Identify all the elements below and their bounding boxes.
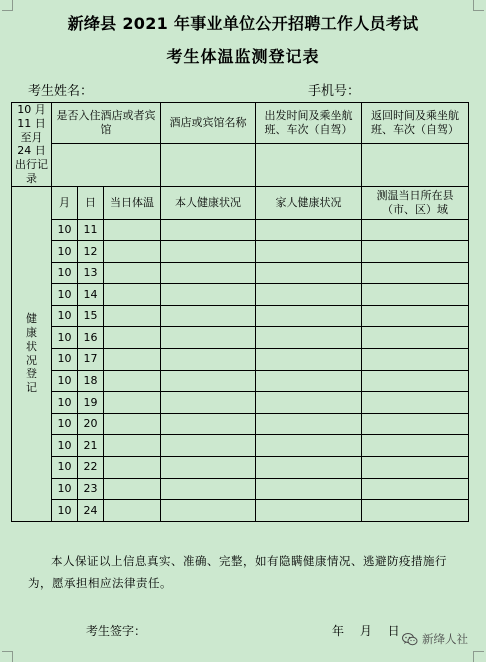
travel-input-row bbox=[12, 144, 469, 186]
family-health-cell[interactable] bbox=[256, 219, 362, 241]
family-health-cell[interactable] bbox=[256, 435, 362, 457]
temperature-cell[interactable] bbox=[104, 349, 161, 371]
day-cell: 18 bbox=[78, 370, 104, 392]
day-header: 日 bbox=[78, 186, 104, 219]
travel-record-label: 10 月 11 日至月 24 日出行记录 bbox=[12, 103, 52, 187]
departure-cell[interactable] bbox=[256, 144, 362, 186]
self-health-cell[interactable] bbox=[161, 349, 256, 371]
table-row bbox=[12, 392, 469, 414]
month-cell: 10 bbox=[52, 327, 78, 349]
temperature-cell[interactable] bbox=[104, 327, 161, 349]
side-label-char: 健 bbox=[26, 312, 37, 326]
table-row bbox=[12, 349, 469, 371]
table-row bbox=[12, 305, 469, 327]
crop-mark-bottom-left bbox=[2, 651, 13, 662]
departure-header: 出发时间及乘坐航班、车次（自驾） bbox=[256, 103, 362, 144]
pledge-statement: 本人保证以上信息真实、准确、完整，如有隐瞒健康情况、逃避防疫措施行为，愿承担相应法律责任。 bbox=[28, 554, 447, 590]
self-health-cell[interactable] bbox=[161, 370, 256, 392]
location-cell[interactable] bbox=[362, 413, 469, 435]
month-cell: 10 bbox=[52, 284, 78, 306]
location-cell[interactable] bbox=[362, 284, 469, 306]
signature-label: 考生签字： bbox=[86, 624, 147, 638]
table-row bbox=[12, 500, 469, 522]
hotel-name-header: 酒店或宾馆名称 bbox=[161, 103, 256, 144]
family-health-cell[interactable] bbox=[256, 349, 362, 371]
health-status-side-label bbox=[12, 186, 52, 521]
temperature-header: 当日体温 bbox=[104, 186, 161, 219]
location-cell[interactable] bbox=[362, 241, 469, 263]
self-health-cell[interactable] bbox=[161, 241, 256, 263]
side-label-char: 登 bbox=[26, 367, 37, 381]
side-label-char: 况 bbox=[26, 353, 37, 367]
family-health-cell[interactable] bbox=[256, 500, 362, 522]
self-health-cell[interactable] bbox=[161, 435, 256, 457]
crop-mark-top-right bbox=[473, 0, 484, 11]
temperature-cell[interactable] bbox=[104, 478, 161, 500]
month-cell: 10 bbox=[52, 262, 78, 284]
hotel-name-cell[interactable] bbox=[161, 144, 256, 186]
day-cell: 12 bbox=[78, 241, 104, 263]
location-cell[interactable] bbox=[362, 478, 469, 500]
name-field-label: 考生姓名： bbox=[28, 84, 94, 99]
family-health-cell[interactable] bbox=[256, 284, 362, 306]
month-cell: 10 bbox=[52, 457, 78, 479]
location-cell[interactable] bbox=[362, 305, 469, 327]
month-header: 月 bbox=[52, 186, 78, 219]
self-health-cell[interactable] bbox=[161, 392, 256, 414]
temperature-cell[interactable] bbox=[104, 370, 161, 392]
location-cell[interactable] bbox=[362, 349, 469, 371]
family-health-cell[interactable] bbox=[256, 478, 362, 500]
day-cell: 24 bbox=[78, 500, 104, 522]
temperature-cell[interactable] bbox=[104, 435, 161, 457]
crop-mark-bottom-right bbox=[473, 651, 484, 662]
self-health-cell[interactable] bbox=[161, 478, 256, 500]
table-row bbox=[12, 435, 469, 457]
self-health-cell[interactable] bbox=[161, 219, 256, 241]
form-title: 考生体温监测登记表 bbox=[166, 47, 320, 66]
location-header: 测温当日所在县（市、区）域 bbox=[362, 186, 469, 219]
day-cell: 16 bbox=[78, 327, 104, 349]
hotel-stay-header: 是否入住酒店或者宾馆 bbox=[52, 103, 161, 144]
day-cell: 15 bbox=[78, 305, 104, 327]
return-header: 返回时间及乘坐航班、车次（自驾） bbox=[362, 103, 469, 144]
temperature-cell[interactable] bbox=[104, 413, 161, 435]
location-cell[interactable] bbox=[362, 370, 469, 392]
self-health-cell[interactable] bbox=[161, 457, 256, 479]
month-cell: 10 bbox=[52, 500, 78, 522]
month-cell: 10 bbox=[52, 305, 78, 327]
table-row bbox=[12, 457, 469, 479]
registration-table bbox=[11, 102, 469, 522]
travel-header-row bbox=[12, 103, 469, 144]
day-cell: 11 bbox=[78, 219, 104, 241]
month-cell: 10 bbox=[52, 413, 78, 435]
table-row bbox=[12, 478, 469, 500]
table-row bbox=[12, 219, 469, 241]
self-health-cell[interactable] bbox=[161, 305, 256, 327]
day-cell: 19 bbox=[78, 392, 104, 414]
table-row bbox=[12, 327, 469, 349]
day-cell: 23 bbox=[78, 478, 104, 500]
location-cell[interactable] bbox=[362, 457, 469, 479]
temperature-cell[interactable] bbox=[104, 500, 161, 522]
location-cell[interactable] bbox=[362, 262, 469, 284]
phone-field-label: 手机号： bbox=[308, 84, 361, 99]
family-health-cell[interactable] bbox=[256, 392, 362, 414]
family-health-cell[interactable] bbox=[256, 413, 362, 435]
side-label-char: 记 bbox=[26, 381, 37, 395]
wechat-icon bbox=[402, 633, 418, 646]
family-health-header: 家人健康状况 bbox=[256, 186, 362, 219]
day-cell: 14 bbox=[78, 284, 104, 306]
table-row bbox=[12, 413, 469, 435]
month-cell: 10 bbox=[52, 392, 78, 414]
temperature-cell[interactable] bbox=[104, 392, 161, 414]
watermark-text: 新绛人社 bbox=[422, 632, 468, 646]
month-cell: 10 bbox=[52, 241, 78, 263]
month-cell: 10 bbox=[52, 370, 78, 392]
temperature-cell[interactable] bbox=[104, 219, 161, 241]
table-row bbox=[12, 284, 469, 306]
document-title: 新绛县 2021 年事业单位公开招聘工作人员考试 bbox=[67, 14, 419, 33]
health-header-row bbox=[12, 186, 469, 219]
day-cell: 21 bbox=[78, 435, 104, 457]
family-health-cell[interactable] bbox=[256, 241, 362, 263]
family-health-cell[interactable] bbox=[256, 262, 362, 284]
side-label-char: 状 bbox=[26, 339, 37, 353]
self-health-cell[interactable] bbox=[161, 284, 256, 306]
watermark bbox=[402, 631, 468, 647]
temperature-cell[interactable] bbox=[104, 305, 161, 327]
temperature-cell[interactable] bbox=[104, 457, 161, 479]
table-row bbox=[12, 262, 469, 284]
family-health-cell[interactable] bbox=[256, 457, 362, 479]
self-health-cell[interactable] bbox=[161, 413, 256, 435]
family-health-cell[interactable] bbox=[256, 327, 362, 349]
temperature-cell[interactable] bbox=[104, 284, 161, 306]
month-cell: 10 bbox=[52, 349, 78, 371]
return-cell[interactable] bbox=[362, 144, 469, 186]
month-cell: 10 bbox=[52, 435, 78, 457]
table-row bbox=[12, 241, 469, 263]
self-health-cell[interactable] bbox=[161, 262, 256, 284]
crop-mark-top-left bbox=[2, 0, 13, 11]
self-health-cell[interactable] bbox=[161, 500, 256, 522]
location-cell[interactable] bbox=[362, 435, 469, 457]
day-cell: 13 bbox=[78, 262, 104, 284]
table-row bbox=[12, 370, 469, 392]
temperature-cell[interactable] bbox=[104, 241, 161, 263]
day-cell: 22 bbox=[78, 457, 104, 479]
side-label-char: 康 bbox=[26, 326, 37, 340]
location-cell[interactable] bbox=[362, 392, 469, 414]
temperature-cell[interactable] bbox=[104, 262, 161, 284]
day-cell: 20 bbox=[78, 413, 104, 435]
month-cell: 10 bbox=[52, 478, 78, 500]
location-cell[interactable] bbox=[362, 327, 469, 349]
location-cell[interactable] bbox=[362, 500, 469, 522]
day-cell: 17 bbox=[78, 349, 104, 371]
family-health-cell[interactable] bbox=[256, 370, 362, 392]
self-health-header: 本人健康状况 bbox=[161, 186, 256, 219]
hotel-stay-cell[interactable] bbox=[52, 144, 161, 186]
month-cell: 10 bbox=[52, 219, 78, 241]
date-label: 年 月 日 bbox=[332, 624, 400, 638]
family-health-cell[interactable] bbox=[256, 305, 362, 327]
location-cell[interactable] bbox=[362, 219, 469, 241]
self-health-cell[interactable] bbox=[161, 327, 256, 349]
